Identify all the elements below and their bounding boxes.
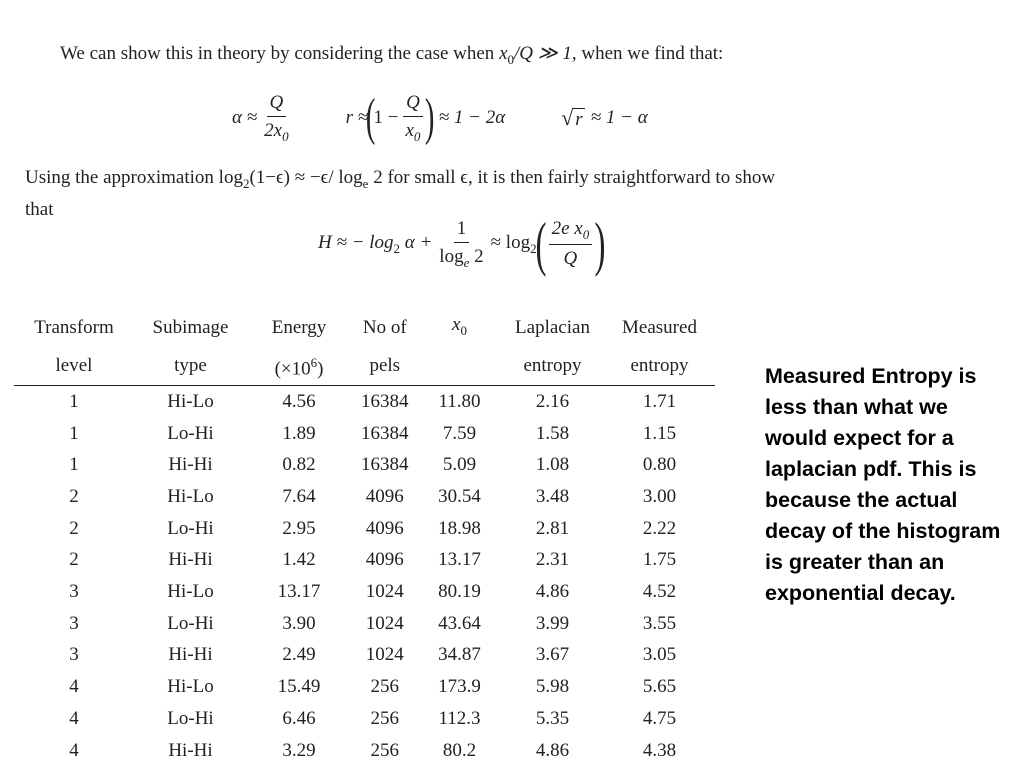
intro-math-sub: 0 — [507, 51, 514, 67]
table-cell: 3.55 — [642, 612, 677, 634]
table-cell: 2.16 — [535, 390, 570, 412]
header-cell: Laplacian — [515, 316, 590, 338]
entropy-table — [14, 309, 715, 766]
header-cell: entropy — [605, 347, 715, 386]
r-lhs: r ≈ — [345, 107, 369, 128]
table-cell: 2.95 — [282, 517, 316, 539]
table-cell: 4.38 — [642, 739, 677, 761]
h-mid-sub: 2 — [530, 240, 537, 256]
table-cell: 4.52 — [642, 581, 677, 603]
table-cell: 0.82 — [282, 454, 316, 476]
h-mid — [491, 232, 537, 257]
table-cell: 15.49 — [277, 676, 321, 698]
table-row — [14, 545, 715, 577]
table-row — [14, 640, 715, 672]
table-cell: 4.86 — [535, 739, 570, 761]
r-den-text: x — [405, 119, 414, 141]
table-cell: 3.29 — [282, 739, 316, 761]
table-cell: 16384 — [361, 454, 409, 476]
sqrt-arg: r — [575, 109, 583, 130]
entropy-table-wrapper — [14, 309, 715, 766]
h-lhs-sub: 2 — [393, 240, 400, 256]
table-cell: 1024 — [365, 581, 404, 603]
table-header-row-2 — [14, 347, 715, 386]
left-paren: ( — [366, 89, 376, 146]
intro-math-x: x — [499, 43, 508, 64]
table-cell: 11.80 — [438, 390, 481, 412]
table-cell: 5.98 — [535, 676, 570, 698]
table-cell: 1.15 — [642, 422, 677, 444]
table-cell: 5.35 — [535, 707, 570, 729]
table-cell: 34.87 — [438, 644, 481, 666]
table-cell: 80.2 — [442, 739, 477, 761]
table-cell: 2.31 — [535, 549, 570, 571]
header-cell: type — [134, 347, 247, 386]
table-cell: 256 — [370, 707, 399, 729]
table-cell: 4.56 — [282, 390, 316, 412]
table-cell: 1.08 — [535, 454, 570, 476]
table-row — [14, 576, 715, 608]
intro-text: We can show this in theory by considering the case when — [60, 43, 500, 64]
table-cell: 16384 — [361, 390, 409, 412]
h-lhs-text: H ≈ − log — [318, 231, 394, 253]
table-cell: 3.48 — [535, 486, 570, 508]
table-cell: 1 — [69, 422, 79, 444]
r-den — [402, 117, 423, 145]
table-cell: 173.9 — [438, 676, 481, 698]
table-cell: Hi-Hi — [168, 454, 213, 476]
table-cell: 4 — [69, 739, 79, 761]
energy-unit-text: (×10 — [274, 358, 311, 380]
table-row — [14, 703, 715, 735]
h-frac1-den-b: 2 — [469, 245, 484, 267]
table-cell: 1.75 — [642, 549, 677, 571]
table-row — [14, 513, 715, 545]
header-x-sub: 0 — [460, 322, 467, 338]
table-cell: 4096 — [365, 517, 404, 539]
header-cell: Energy — [271, 316, 327, 338]
side-note: Measured Entropy is less than what we would expect for a laplacian pdf. This is because the actual decay of the histogram is greater than an exponential decay. — [765, 364, 1001, 605]
table-cell: Hi-Hi — [168, 549, 213, 571]
intro-text-after: , when we find that: — [571, 43, 724, 64]
table-cell: 1.42 — [282, 549, 316, 571]
table-cell: 5.09 — [442, 454, 477, 476]
header-cell — [419, 347, 501, 386]
table-cell: 43.64 — [438, 612, 481, 634]
table-cell: 1 — [69, 390, 79, 412]
table-cell: 4.86 — [535, 581, 570, 603]
alpha-fraction — [261, 92, 291, 145]
r-rhs: ≈ 1 − 2α — [438, 107, 506, 128]
h-frac1-den-sub: e — [463, 254, 470, 270]
sqrt-expr — [561, 105, 584, 131]
h-frac2-num — [549, 218, 593, 246]
sqrt-rhs: ≈ 1 − α — [590, 107, 648, 128]
energy-unit-exp: 6 — [310, 354, 318, 370]
h-frac1-num: 1 — [454, 218, 470, 243]
table-row — [14, 735, 715, 767]
table-cell: 4096 — [365, 486, 404, 508]
h-frac2-num-sub: 0 — [582, 226, 590, 242]
h-right-paren: ) — [594, 211, 606, 277]
r-inner-left: 1 − — [373, 107, 399, 128]
sqrt-sign: √ — [561, 105, 574, 130]
header-cell: Transform — [34, 316, 114, 338]
h-mid-text: ≈ log — [490, 231, 531, 253]
table-cell: 112.3 — [438, 707, 481, 729]
table-cell: 3.00 — [642, 486, 677, 508]
table-header-row-1 — [14, 309, 715, 347]
table-cell: 3.67 — [535, 644, 570, 666]
alpha-lhs: α ≈ — [232, 107, 258, 128]
approximation-line-1 — [25, 167, 775, 192]
equation-alpha-r — [232, 86, 648, 150]
table-cell: 2 — [69, 517, 79, 539]
header-x: x — [452, 314, 461, 335]
table-cell: 2.22 — [642, 517, 677, 539]
table-cell: 2.81 — [535, 517, 570, 539]
approx-text-a: Using the approximation log — [25, 167, 243, 188]
header-cell: entropy — [501, 347, 605, 386]
alpha-den — [261, 117, 291, 145]
h-fraction-2 — [549, 218, 593, 271]
table-row — [14, 671, 715, 703]
table-cell: Hi-Lo — [167, 486, 214, 508]
table-cell: 1.58 — [535, 422, 570, 444]
table-cell: 4.75 — [642, 707, 677, 729]
table-cell: 18.98 — [438, 517, 481, 539]
header-cell: level — [14, 347, 134, 386]
h-frac1-den — [436, 243, 486, 271]
table-cell: 5.65 — [642, 676, 677, 698]
table-cell: 80.19 — [438, 581, 481, 603]
h-frac2-num-text: 2e x — [551, 217, 583, 239]
table-row — [14, 481, 715, 513]
h-frac2-den: Q — [563, 248, 578, 270]
table-cell: 13.17 — [438, 549, 481, 571]
table-cell: 1024 — [365, 644, 404, 666]
table-cell: Lo-Hi — [167, 612, 214, 634]
table-cell: Lo-Hi — [167, 422, 214, 444]
table-cell: 13.17 — [277, 581, 321, 603]
table-cell: 3 — [69, 612, 79, 634]
alpha-den-text: 2x — [264, 119, 283, 141]
header-cell-energy-unit — [247, 347, 351, 386]
table-cell: Hi-Hi — [168, 739, 213, 761]
table-cell: 7.64 — [282, 486, 316, 508]
table-row — [14, 418, 715, 450]
table-cell: Hi-Hi — [168, 644, 213, 666]
table-body — [14, 386, 715, 767]
header-cell: Measured — [622, 316, 697, 338]
header-cell-x0 — [419, 309, 501, 347]
table-cell: Hi-Lo — [167, 581, 214, 603]
approx-sub-1: 2 — [242, 175, 250, 191]
table-cell: 7.59 — [442, 422, 477, 444]
table-cell: 256 — [370, 739, 399, 761]
header-cell: No of — [362, 316, 407, 338]
energy-unit-close: ) — [317, 358, 324, 380]
table-cell: 3.90 — [282, 612, 316, 634]
alpha-den-sub: 0 — [282, 128, 289, 144]
h-lhs-alpha: α + — [400, 231, 433, 253]
table-row — [14, 450, 715, 482]
table-cell: 1.71 — [642, 390, 677, 412]
r-num: Q — [403, 92, 423, 117]
table-cell: 30.54 — [438, 486, 481, 508]
table-cell: 6.46 — [282, 707, 316, 729]
table-cell: 4096 — [365, 549, 404, 571]
approx-text-c: 2 for small ϵ, it is then fairly straightforward to show — [368, 167, 776, 188]
table-cell: 2 — [69, 549, 79, 571]
header-cell: pels — [351, 347, 419, 386]
table-cell: 3 — [69, 644, 79, 666]
table-cell: 4 — [69, 707, 79, 729]
intro-sentence — [60, 42, 723, 68]
table-row — [14, 386, 715, 418]
r-fraction — [402, 92, 423, 145]
h-fraction-1 — [436, 218, 486, 271]
equation-entropy — [318, 208, 604, 280]
table-cell: 16384 — [361, 422, 409, 444]
h-frac1-den-text: log — [439, 245, 464, 267]
intro-math-rest: /Q ≫ 1 — [514, 43, 572, 64]
table-cell: 3 — [69, 581, 79, 603]
table-cell: 1.89 — [282, 422, 316, 444]
h-left-paren: ( — [535, 211, 547, 277]
alpha-num: Q — [267, 92, 287, 117]
table-cell: 4 — [69, 676, 79, 698]
r-den-sub: 0 — [413, 128, 421, 144]
table-cell: Hi-Lo — [167, 390, 214, 412]
table-cell: 1 — [69, 454, 79, 476]
approximation-line-2: that — [25, 199, 54, 220]
h-lhs — [318, 232, 432, 257]
table-cell: Hi-Lo — [167, 676, 214, 698]
table-cell: Lo-Hi — [167, 517, 214, 539]
table-row — [14, 608, 715, 640]
header-cell: Subimage — [152, 316, 229, 338]
table-cell: 2.49 — [282, 644, 316, 666]
table-cell: 3.05 — [642, 644, 677, 666]
table-cell: 0.80 — [642, 454, 677, 476]
approx-text-b: (1−ϵ) ≈ −ϵ/ log — [249, 167, 363, 188]
table-cell: Lo-Hi — [167, 707, 214, 729]
right-paren: ) — [425, 89, 435, 146]
table-cell: 3.99 — [535, 612, 570, 634]
table-cell: 256 — [370, 676, 399, 698]
approx-sub-2: e — [362, 175, 369, 191]
table-cell: 1024 — [365, 612, 404, 634]
table-cell: 2 — [69, 486, 79, 508]
